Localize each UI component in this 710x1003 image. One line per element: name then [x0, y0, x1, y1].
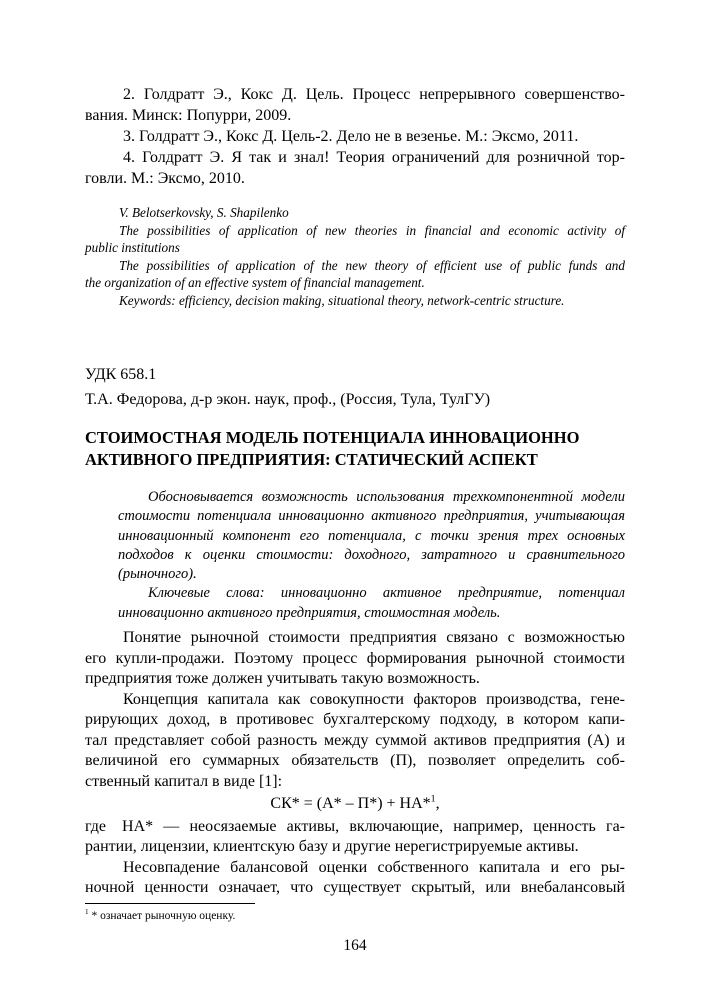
text-line: The possibilities of application of new theories in financial and economic activity of: [119, 222, 625, 238]
page-number: 164: [343, 936, 367, 954]
formula-text: СК* = (А* – П*) + НА*: [270, 795, 431, 813]
body-paragraph: [85, 690, 625, 793]
author-line: Т.А. Федорова, д-р экон. наук, проф., (Россия, Тула, ТулГУ): [85, 391, 491, 408]
text-line: the organization of an effective system of financial management.: [85, 275, 425, 290]
text-line: The possibilities of application of the new theory of efficient use of public funds and: [119, 257, 625, 273]
text-line: 3. Голдратт Э., Кокс Д. Цель-2. Дело не в везенье. М.: Эксмо, 2011.: [123, 128, 579, 145]
text-line: инновационно активного предприятия, стоимостная модель.: [118, 604, 501, 621]
text-line: Концепция капитала как совокупности факторов производства, гене-: [123, 690, 625, 708]
text-line: Обосновывается возможность использования трехкомпонентной модели: [148, 489, 625, 505]
text-line: инновационный компонент его потенциала, с точки зрения трех основных: [118, 527, 625, 544]
footnote-superscript: 1: [85, 907, 89, 916]
text-line: говли. М.: Эксмо, 2010.: [85, 170, 245, 187]
text-line: предприятия тоже должен учитывать такую возможность.: [85, 670, 480, 688]
reference-item: [85, 84, 625, 126]
text-line: V. Belotserkovsky, S. Shapilenko: [119, 205, 289, 220]
reference-list: [85, 84, 625, 189]
text-line: 2. Голдратт Э., Кокс Д. Цель. Процесс непрерывного совершенство-: [123, 86, 625, 103]
text-line: Понятие рыночной стоимости предприятия связано с возможностью: [123, 629, 625, 647]
english-keywords: [85, 292, 625, 310]
reference-item: [85, 147, 625, 189]
text-line: АКТИВНОГО ПРЕДПРИЯТИЯ: СТАТИЧЕСКИЙ АСПЕКТ: [85, 449, 538, 469]
reference-item: [85, 126, 625, 147]
udc-label: УДК 658.1: [85, 366, 157, 383]
text-line: Keywords: efficiency, decision making, situational theory, network-centric structure.: [119, 292, 565, 308]
text-line: стоимости потенциала инновационно активного предприятия, учитывающая: [118, 508, 625, 525]
footnote-divider: [85, 903, 255, 904]
text-line: Несовпадение балансовой оценки собственного капитала и его ры-: [123, 858, 625, 876]
english-authors: [85, 204, 625, 222]
formula-superscript: 1: [430, 793, 436, 805]
annotation-keywords: [118, 584, 625, 623]
text-line: его купли-продажи. Поэтому процесс формирования рыночной стоимости: [85, 649, 625, 667]
formula: [85, 792, 625, 817]
text-line: где НА* — неосязаемые активы, включающие, например, ценность га-: [85, 817, 625, 835]
text-line: 4. Голдратт Э. Я так и знал! Теория ограничений для розничной тор-: [123, 149, 625, 166]
english-abstract: [85, 204, 625, 309]
body-paragraph: [85, 858, 625, 899]
article-title: [85, 427, 625, 470]
text-line: ственный капитал в виде [1]:: [85, 772, 283, 790]
article-body: [85, 628, 625, 899]
text-line: вания. Минск: Попурри, 2009.: [85, 107, 292, 124]
text-line: public institutions: [85, 240, 180, 255]
text-line: тал представляет собой разность между суммой активов предприятия (А) и: [85, 731, 625, 749]
text-line: рирующих доход, в противовес бухгалтерскому подходу, в котором капи-: [85, 711, 625, 729]
text-line: величиной его суммарных обязательств (П), позволяет определить соб-: [85, 752, 625, 770]
footnote-area: [85, 903, 625, 923]
annotation-paragraph: [118, 488, 625, 584]
english-annotation: [85, 257, 625, 292]
footnote: [85, 909, 625, 923]
formula-tail: ,: [435, 795, 440, 813]
text-line: СТОИМОСТНАЯ МОДЕЛЬ ПОТЕНЦИАЛА ИННОВАЦИОННО: [85, 428, 580, 447]
text-line: подходов к оценки стоимости: доходного, затратного и сравнительного: [118, 546, 625, 563]
body-paragraph: [85, 628, 625, 690]
english-title: [85, 222, 625, 257]
text-line: рантии, лицензии, клиентскую базу и другие нерегистрируемые активы.: [85, 838, 579, 856]
text-line: Ключевые слова: инновационно активное предприятие, потенциал: [148, 585, 625, 602]
body-paragraph: [85, 817, 625, 858]
russian-annotation: [85, 488, 625, 623]
text-line: (рыночного).: [118, 566, 197, 583]
footnote-text: * означает рыночную оценку.: [88, 909, 236, 922]
text-line: ночной ценности означает, что существует скрытый, или внебалансовый: [85, 879, 625, 897]
